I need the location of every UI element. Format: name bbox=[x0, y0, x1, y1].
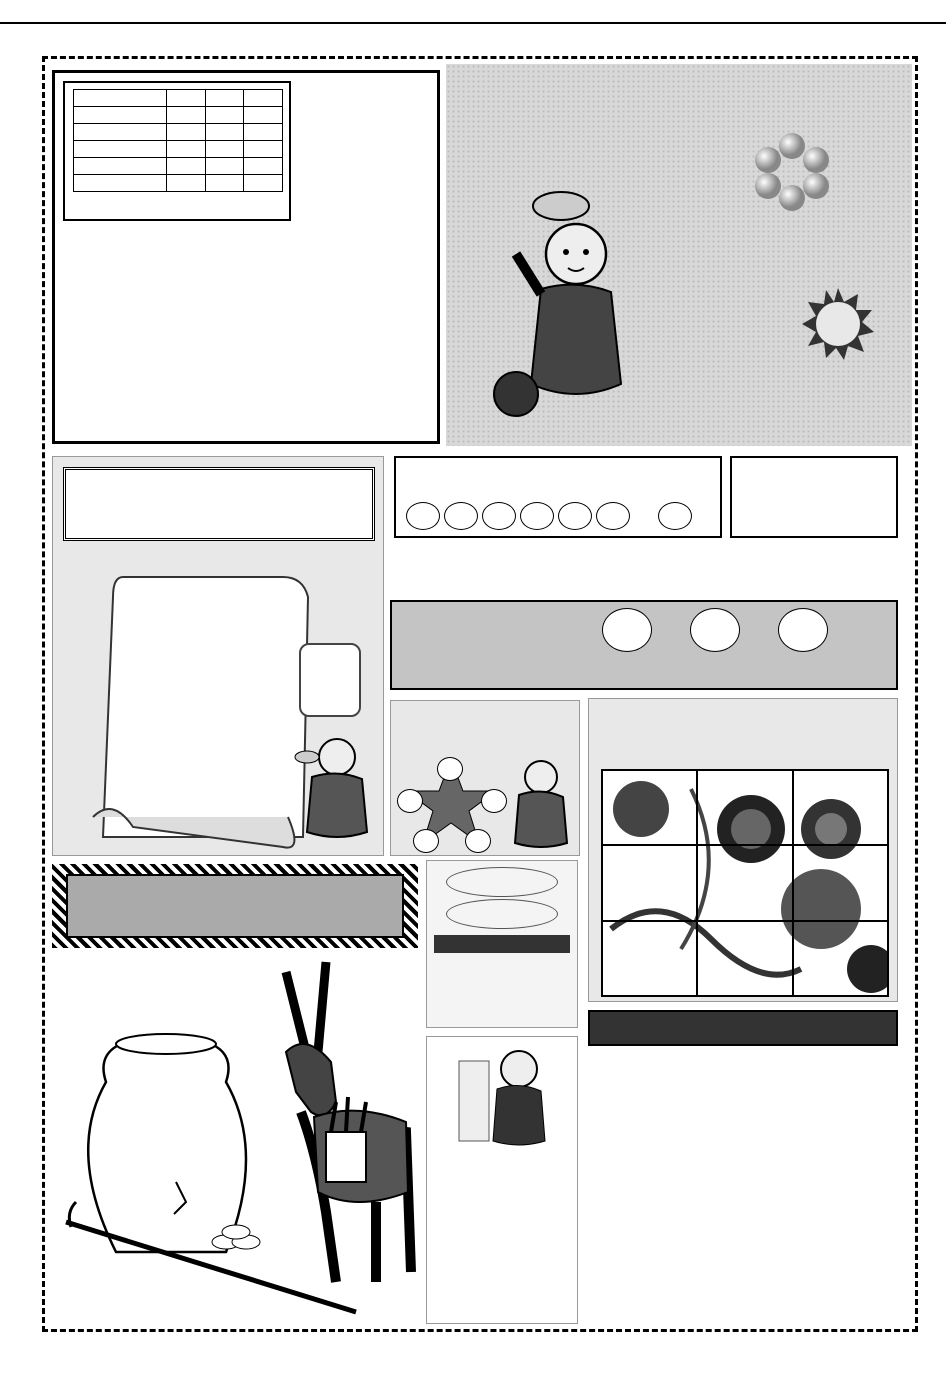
results-title-bar bbox=[588, 1010, 898, 1046]
draw-ball bbox=[520, 502, 554, 530]
poem-lines bbox=[125, 569, 143, 799]
verse-panel bbox=[426, 1036, 578, 1324]
recommend-ball bbox=[778, 608, 828, 652]
table-header-cell bbox=[205, 90, 244, 107]
border-right bbox=[914, 56, 942, 1334]
table-row bbox=[74, 107, 283, 124]
zodiac-panel bbox=[588, 698, 898, 1002]
verse-lines bbox=[441, 1155, 567, 1315]
boy-small-image bbox=[501, 751, 577, 851]
poem-panel bbox=[52, 456, 384, 856]
zodiac-puzzle-image bbox=[601, 769, 889, 997]
table-row bbox=[74, 141, 283, 158]
border-left bbox=[6, 56, 34, 1334]
recommend-panel bbox=[390, 600, 898, 690]
table-header-cell bbox=[167, 90, 206, 107]
table-header-cell bbox=[74, 90, 167, 107]
fortune-image bbox=[56, 952, 418, 1324]
draw-ball bbox=[596, 502, 630, 530]
pearls-icon bbox=[752, 132, 832, 212]
send-code-panel bbox=[390, 700, 580, 856]
poem-seal bbox=[299, 643, 361, 717]
this-special-small bbox=[446, 867, 558, 897]
border-top bbox=[0, 25, 946, 53]
table-header-cell bbox=[244, 90, 283, 107]
header-bar bbox=[0, 0, 946, 22]
draw-ball bbox=[482, 502, 516, 530]
draw-ball bbox=[406, 502, 440, 530]
verse-boy-image bbox=[457, 1041, 557, 1151]
border-bottom bbox=[0, 1338, 946, 1366]
analysis-text-left bbox=[137, 229, 295, 439]
this-special-footer bbox=[434, 935, 570, 953]
poem-title-box bbox=[63, 467, 375, 541]
special-ball bbox=[658, 502, 692, 530]
this-special-panel bbox=[426, 860, 578, 1028]
trend-table-box bbox=[63, 81, 291, 221]
recommend-ball bbox=[602, 608, 652, 652]
table-row bbox=[74, 175, 283, 192]
send-code-ball bbox=[413, 829, 439, 853]
draw-ball bbox=[558, 502, 592, 530]
send-code-ball bbox=[437, 757, 463, 781]
header-divider bbox=[0, 22, 946, 24]
this-special-double bbox=[446, 899, 558, 929]
boy-figure-image bbox=[486, 174, 636, 424]
analysis-text-right bbox=[281, 81, 429, 436]
fortune-title-band bbox=[52, 864, 418, 948]
trend-panel bbox=[52, 70, 440, 444]
fortune-title-box bbox=[66, 874, 404, 938]
send-code-ball bbox=[397, 789, 423, 813]
recommend-ball bbox=[690, 608, 740, 652]
draw-title bbox=[404, 466, 420, 486]
special-label bbox=[634, 502, 654, 530]
draw-ball bbox=[444, 502, 478, 530]
issue-burst-icon bbox=[802, 288, 874, 360]
trend-table bbox=[73, 89, 283, 192]
send-code-ball bbox=[465, 829, 491, 853]
table-header bbox=[74, 90, 283, 107]
draw-numbers bbox=[406, 502, 692, 530]
draw-result-box bbox=[394, 456, 722, 538]
boy-small-image bbox=[287, 727, 377, 847]
table-row bbox=[74, 158, 283, 175]
table-row bbox=[74, 124, 283, 141]
logo-panel bbox=[446, 64, 912, 446]
next-draw-box bbox=[730, 456, 898, 538]
